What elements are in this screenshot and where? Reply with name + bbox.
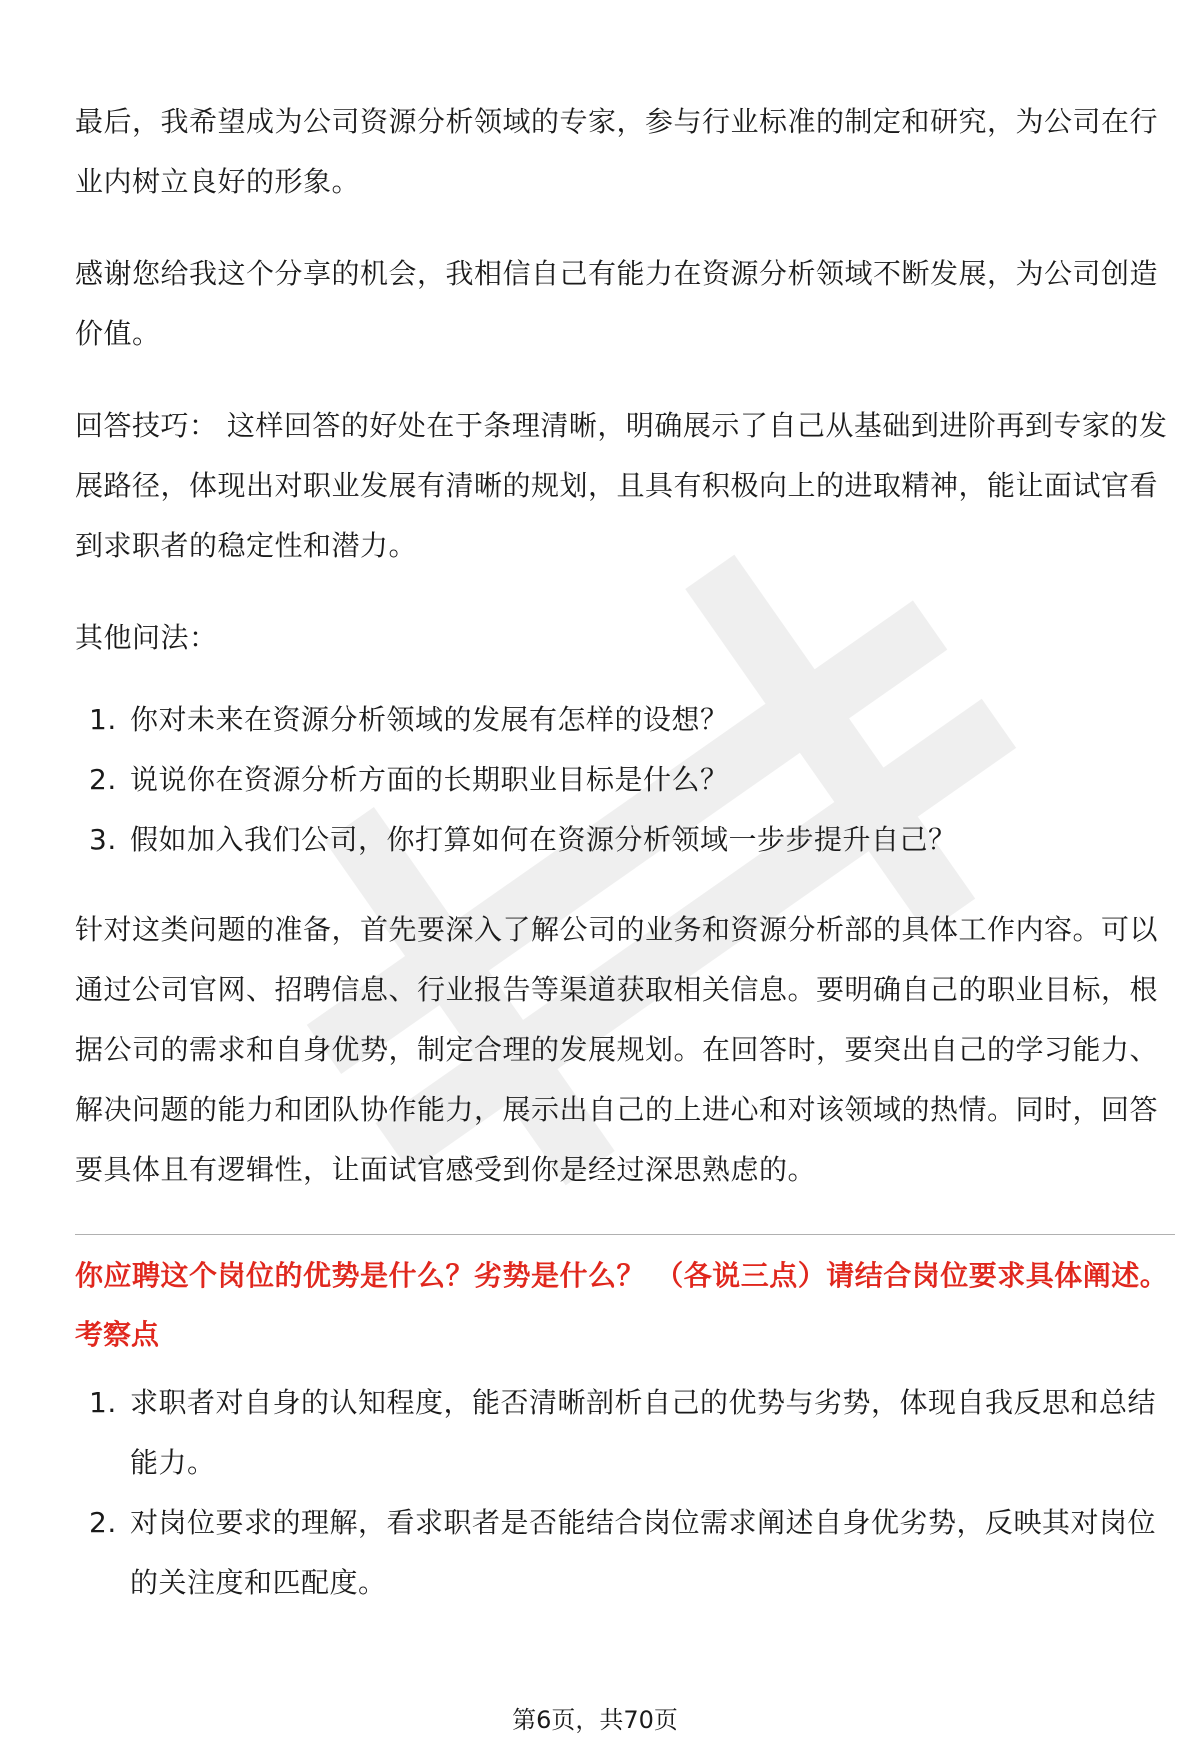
other-questions-list <box>75 690 1175 870</box>
list-item-number: 1. <box>89 703 117 736</box>
list-item-number: 2. <box>89 1506 117 1539</box>
section-divider <box>75 1234 1175 1235</box>
page-number: 第6页，共70页 <box>512 1706 678 1734</box>
closing-paragraph: 最后，我希望成为公司资源分析领域的专家，参与行业标准的制定和研究，为公司在行业内树立良好的形象。 <box>75 105 1159 198</box>
list-item-number: 3. <box>89 823 117 856</box>
thanks-paragraph: 感谢您给我这个分享的机会，我相信自己有能力在资源分析领域不断发展，为公司创造价值。 <box>75 257 1159 350</box>
list-item-text: 假如加入我们公司，你打算如何在资源分析领域一步步提升自己？ <box>130 823 957 856</box>
focus-points-heading: 考察点 <box>75 1318 160 1351</box>
list-item-number: 2. <box>89 763 117 796</box>
list-item <box>75 750 1175 810</box>
section-question-title: 你应聘这个岗位的优势是什么？劣势是什么？ （各说三点）请结合岗位要求具体阐述。 <box>75 1259 1169 1292</box>
list-item <box>75 690 1175 750</box>
list-item-text: 求职者对自身的认知程度，能否清晰剖析自己的优势与劣势，体现自我反思和总结能力。 <box>130 1386 1157 1479</box>
list-item-text: 对岗位要求的理解，看求职者是否能结合岗位需求阐述自身优劣势，反映其对岗位的关注度和匹配度。 <box>130 1506 1157 1599</box>
focus-points-list <box>75 1373 1175 1613</box>
answer-tips-paragraph: 回答技巧： 这样回答的好处在于条理清晰，明确展示了自己从基础到进阶再到专家的发展路径，体现出对职业发展有清晰的规划，且具有积极向上的进取精神，能让面试官看到求职者的稳定性和潜力。 <box>75 409 1168 562</box>
list-item-text: 说说你在资源分析方面的长期职业目标是什么？ <box>130 763 729 796</box>
list-item-number: 1. <box>89 1386 117 1419</box>
main-content <box>75 92 1175 1643</box>
preparation-paragraph: 针对这类问题的准备，首先要深入了解公司的业务和资源分析部的具体工作内容。可以通过公司官网、招聘信息、行业报告等渠道获取相关信息。要明确自己的职业目标，根据公司的需求和自身优势，制定合理的发展规划。在回答时，要突出自己的学习能力、解决问题的能力和团队协作能力，展示出自己的上进心和对该领域的热情。同时，回答要具体且有逻辑性，让面试官感受到你是经过深思熟虑的。 <box>75 913 1159 1186</box>
list-item <box>75 1493 1175 1613</box>
list-item-text: 你对未来在资源分析领域的发展有怎样的设想？ <box>130 703 729 736</box>
list-item <box>75 810 1175 870</box>
other-questions-heading: 其他问法： <box>75 621 218 654</box>
list-item <box>75 1373 1175 1493</box>
